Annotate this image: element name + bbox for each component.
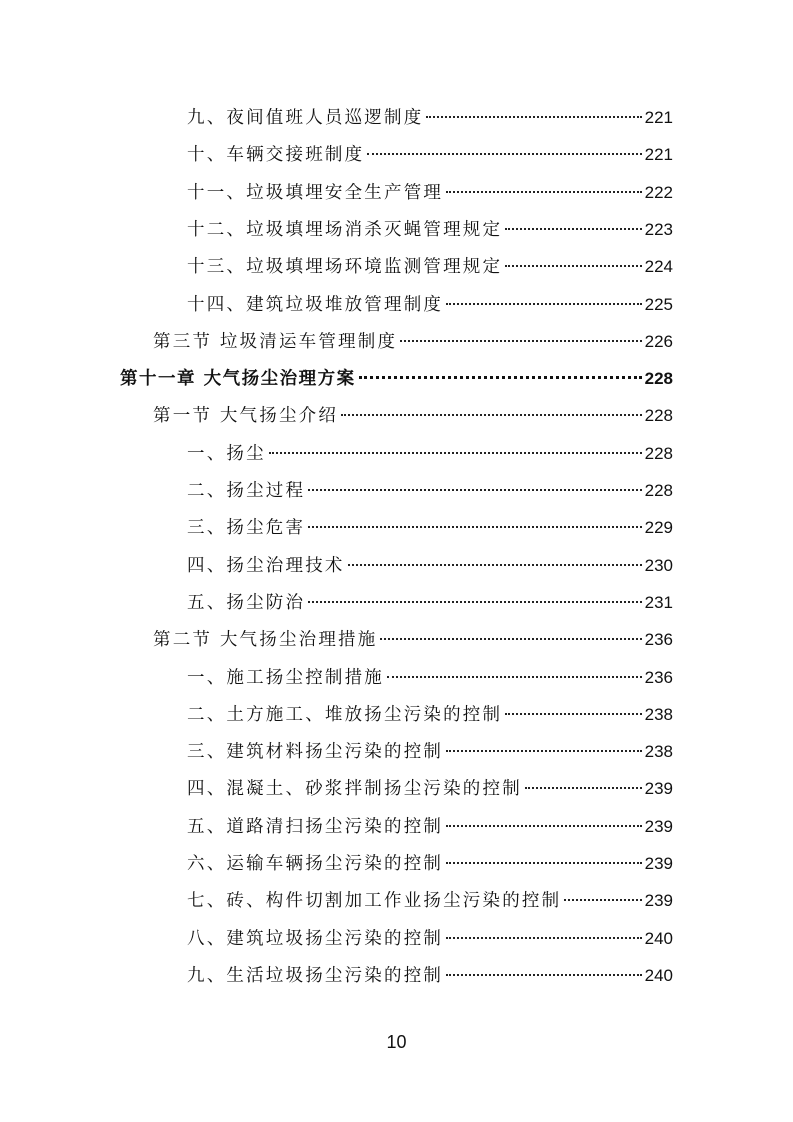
toc-entry-label: 三、建筑材料扬尘污染的控制	[187, 742, 444, 763]
toc-item-entry[interactable]	[187, 516, 673, 540]
toc-dot-leader	[400, 340, 641, 342]
toc-entry-page-number: 221	[644, 108, 673, 127]
toc-dot-leader	[308, 489, 641, 491]
toc-entry-label: 第一节 大气扬尘介绍	[153, 406, 339, 427]
toc-entry-page-number: 240	[644, 965, 673, 985]
toc-item-entry[interactable]	[187, 143, 673, 167]
toc-entry-label: 四、扬尘治理技术	[187, 555, 345, 576]
toc-item-entry[interactable]	[187, 703, 673, 727]
toc-section-entry[interactable]	[153, 628, 673, 652]
toc-entry-page-number: 231	[644, 592, 673, 612]
toc-item-entry[interactable]	[187, 591, 673, 615]
toc-entry-label: 一、施工扬尘控制措施	[187, 667, 384, 688]
toc-entry-page-number: 225	[644, 294, 673, 314]
toc-entry-page-number: 238	[644, 742, 673, 762]
toc-dot-leader	[525, 787, 642, 789]
toc-entry-page-number: 228	[644, 443, 673, 463]
toc-dot-leader	[446, 937, 642, 939]
toc-chapter-entry[interactable]	[120, 367, 673, 391]
toc-dot-leader	[380, 638, 641, 640]
toc-section-entry[interactable]	[153, 404, 673, 428]
toc-entry-page-number: 224	[644, 257, 673, 277]
toc-item-entry[interactable]	[187, 666, 673, 690]
toc-dot-leader	[505, 713, 641, 715]
toc-dot-leader	[446, 825, 642, 827]
toc-entry-label: 三、扬尘危害	[187, 518, 306, 539]
toc-dot-leader	[269, 452, 642, 454]
toc-entry-label: 七、砖、构件切割加工作业扬尘污染的控制	[187, 891, 562, 912]
toc-item-entry[interactable]	[187, 777, 673, 801]
toc-entry-label: 四、混凝土、砂浆拌制扬尘污染的控制	[187, 779, 522, 800]
toc-entry-label: 十三、垃圾填埋场环境监测管理规定	[187, 257, 503, 278]
toc-dot-leader	[341, 414, 642, 416]
toc-dot-leader	[446, 750, 642, 752]
toc-item-entry[interactable]	[187, 889, 673, 913]
toc-entry-label: 十、车辆交接班制度	[187, 145, 365, 166]
toc-dot-leader	[446, 862, 642, 864]
toc-dot-leader	[505, 228, 641, 230]
toc-entry-page-number: 228	[644, 481, 673, 500]
toc-entry-label: 五、扬尘防治	[187, 592, 306, 613]
toc-entry-label: 一、扬尘	[187, 443, 266, 464]
toc-entry-page-number: 239	[644, 816, 673, 836]
toc-item-entry[interactable]	[187, 927, 673, 951]
toc-entry-page-number: 226	[644, 331, 673, 351]
toc-entry-label: 第十一章 大气扬尘治理方案	[120, 369, 356, 390]
toc-entry-page-number: 236	[644, 667, 673, 687]
toc-dot-leader	[446, 974, 642, 976]
toc-entry-label: 十四、建筑垃圾堆放管理制度	[187, 294, 444, 315]
toc-entry-page-number: 229	[644, 518, 673, 538]
page-number: 10	[386, 1032, 407, 1052]
toc-dot-leader	[348, 564, 642, 566]
toc-entry-page-number: 239	[644, 854, 673, 873]
toc-entry-label: 六、运输车辆扬尘污染的控制	[187, 854, 444, 874]
toc-item-entry[interactable]	[187, 181, 673, 205]
toc-entry-label: 九、夜间值班人员巡逻制度	[187, 108, 424, 128]
toc-entry-page-number: 228	[644, 406, 673, 426]
toc-item-entry[interactable]	[187, 442, 673, 466]
toc-dot-leader	[564, 899, 641, 901]
toc-entry-label: 八、建筑垃圾扬尘污染的控制	[187, 928, 444, 949]
toc-dot-leader	[426, 116, 641, 118]
toc-item-entry[interactable]	[187, 293, 673, 317]
toc-entry-label: 五、道路清扫扬尘污染的控制	[187, 816, 444, 837]
toc-dot-leader	[359, 376, 642, 379]
toc-entry-page-number: 223	[644, 219, 673, 239]
toc-entry-page-number: 239	[644, 779, 673, 799]
toc-dot-leader	[446, 191, 642, 193]
toc-dot-leader	[367, 153, 641, 155]
toc-item-entry[interactable]	[187, 852, 673, 876]
toc-dot-leader	[446, 303, 642, 305]
toc-entry-label: 九、生活垃圾扬尘污染的控制	[187, 965, 444, 986]
toc-item-entry[interactable]	[187, 106, 673, 130]
toc-entry-label: 第三节 垃圾清运车管理制度	[153, 331, 398, 352]
toc-entry-label: 二、土方施工、堆放扬尘污染的控制	[187, 704, 503, 725]
toc-entry-page-number: 222	[644, 182, 673, 202]
toc-entry-page-number: 221	[644, 145, 673, 165]
toc-item-entry[interactable]	[187, 554, 673, 578]
toc-entry-label: 二、扬尘过程	[187, 481, 306, 501]
toc-dot-leader	[387, 676, 642, 678]
toc-entry-page-number: 228	[644, 369, 673, 389]
toc-entry-label: 十一、垃圾填埋安全生产管理	[187, 182, 444, 203]
toc-dot-leader	[308, 526, 641, 528]
toc-entry-page-number: 239	[644, 891, 673, 911]
toc-entry-page-number: 236	[644, 630, 673, 650]
toc-entry-label: 十二、垃圾填埋场消杀灭蝇管理规定	[187, 219, 503, 240]
toc-item-entry[interactable]	[187, 218, 673, 242]
toc-item-entry[interactable]	[187, 740, 673, 764]
toc-item-entry[interactable]	[187, 964, 673, 988]
toc-section-entry[interactable]	[153, 330, 673, 354]
toc-item-entry[interactable]	[187, 255, 673, 279]
toc-item-entry[interactable]	[187, 815, 673, 839]
toc-item-entry[interactable]	[187, 479, 673, 503]
toc-dot-leader	[505, 265, 641, 267]
toc-dot-leader	[308, 601, 641, 603]
toc-entry-page-number: 240	[644, 928, 673, 948]
toc-entry-page-number: 238	[644, 704, 673, 724]
toc-entry-label: 第二节 大气扬尘治理措施	[153, 630, 378, 651]
toc-entry-page-number: 230	[644, 555, 673, 575]
